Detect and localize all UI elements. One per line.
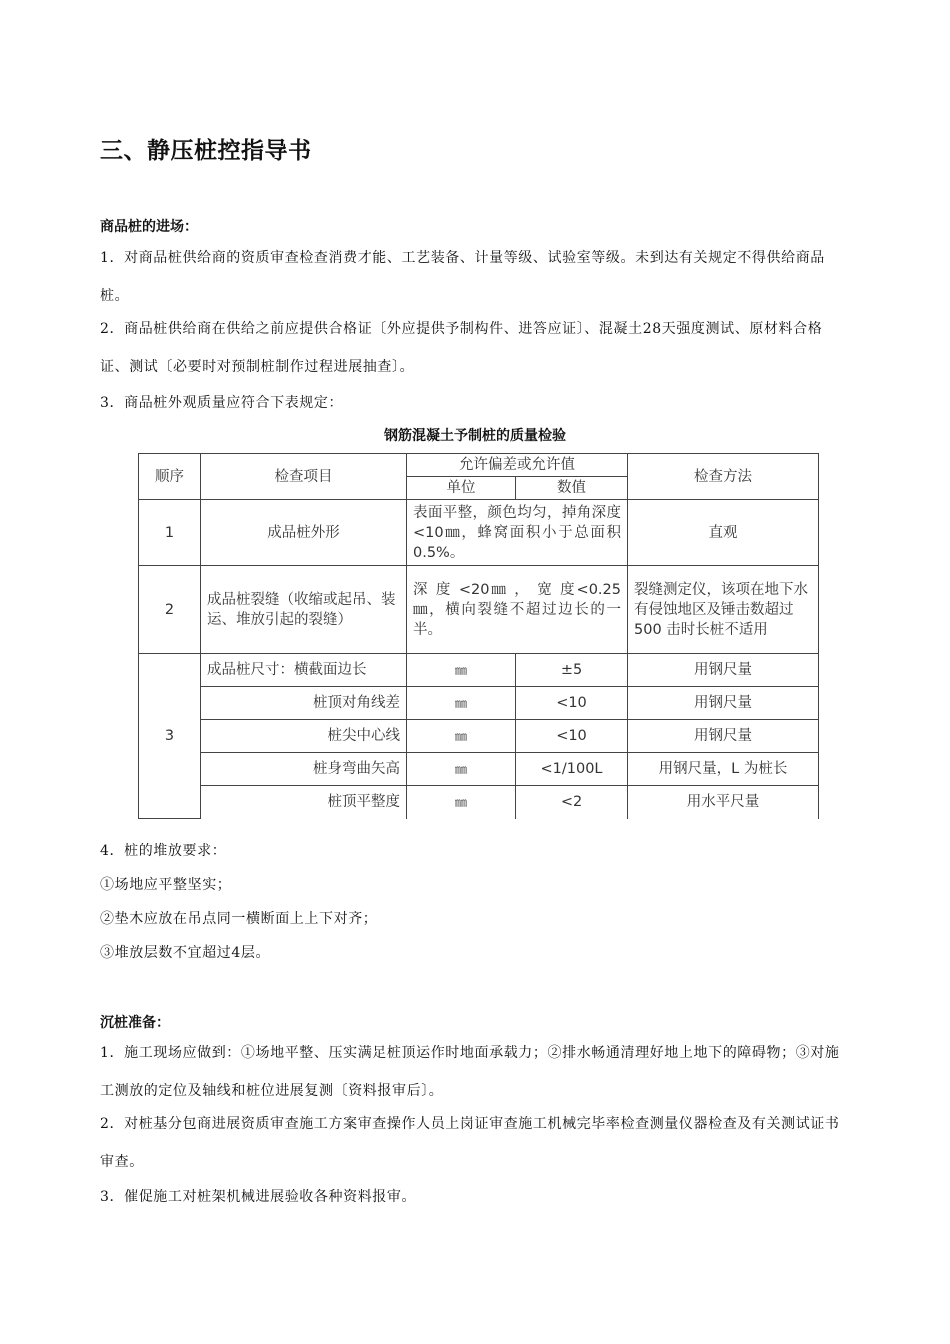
row-item: 成品桩裂缝（收缩或起吊、装运、堆放引起的裂缝） [201,566,407,654]
row-method: 用水平尺量 [628,786,819,819]
stacking-item: ③堆放层数不宜超过4层。 [100,945,271,961]
table-header-row [139,454,819,477]
row-unit: ㎜ [407,720,516,753]
table-row [139,786,819,819]
header-method: 检查方法 [628,454,819,500]
row-item: 桩身弯曲矢高 [201,753,407,786]
row-item: 桩顶对角线差 [201,687,407,720]
row-value: 深 度 <20㎜ ， 宽 度<0.25㎜，横向裂缝不超过边长的一半。 [407,566,628,654]
header-item: 检查项目 [201,454,407,500]
paragraph-item-2: 2．商品桩供给商在供给之前应提供合格证〔外应提供予制构件、进答应证〕、混凝土28天强度测试、原材料合格证、测试〔必要时对预制桩制作过程进展抽查〕。 [100,321,823,375]
row-value: <2 [516,786,628,819]
row-unit: ㎜ [407,654,516,687]
table-row [139,720,819,753]
section-heading-pile-prep: 沉桩准备： [100,1015,170,1031]
row-value: <1/100L [516,753,628,786]
row-order: 3 [139,654,201,819]
table-row [139,500,819,566]
row-unit: ㎜ [407,786,516,819]
row-item: 成品桩外形 [201,500,407,566]
row-value: 表面平整，颜色均匀，掉角深度<10㎜，蜂窝面积小于总面积 0.5%。 [407,500,628,566]
document-title: 三、静压桩控指导书 [100,138,312,164]
row-unit: ㎜ [407,753,516,786]
row-method: 用钢尺量 [628,720,819,753]
row-item: 桩顶平整度 [201,786,407,819]
row-value: ±5 [516,654,628,687]
header-allowance: 允许偏差或允许值 [407,454,628,477]
stacking-item: ①场地应平整坚实； [100,877,232,893]
header-order: 顺序 [139,454,201,500]
row-method: 用钢尺量 [628,654,819,687]
stacking-item: ②垫木应放在吊点同一横断面上上下对齐； [100,911,378,927]
paragraph-item-3: 3．商品桩外观质量应符合下表规定： [100,395,344,411]
section-heading-pile-entry: 商品桩的进场： [100,219,198,235]
stacking-intro: 4．桩的堆放要求： [100,843,227,859]
row-value: <10 [516,687,628,720]
row-order: 1 [139,500,201,566]
row-method: 用钢尺量，L 为桩长 [628,753,819,786]
table-row [139,687,819,720]
row-item: 桩尖中心线 [201,720,407,753]
row-item: 成品桩尺寸：横截面边长 [201,654,407,687]
table-row [139,654,819,687]
table-row [139,753,819,786]
row-method: 裂缝测定仪，该项在地下水有侵蚀地区及锤击数超过 500 击时长桩不适用 [628,566,819,654]
table-row [139,566,819,654]
paragraph-item-2: 2．对桩基分包商进展资质审查施工方案审查操作人员上岗证审查施工机械完毕率检查测量仪器检查及有关测试证书审查。 [100,1116,840,1170]
table-caption: 钢筋混凝土予制桩的质量检验 [384,428,566,444]
row-unit: ㎜ [407,687,516,720]
header-unit: 单位 [407,477,516,500]
row-value: <10 [516,720,628,753]
row-order: 2 [139,566,201,654]
row-method: 直观 [628,500,819,566]
paragraph-item-3: 3．催促施工对桩架机械进展验收各种资料报审。 [100,1189,417,1205]
row-method: 用钢尺量 [628,687,819,720]
paragraph-item-1: 1．施工现场应做到：①场地平整、压实满足桩顶运作时地面承载力；②排水畅通清理好地上地下的障碍物；③对施工测放的定位及轴线和桩位进展复测〔资料报审后〕。 [100,1045,840,1099]
paragraph-item-1: 1．对商品桩供给商的资质审查检查消费才能、工艺装备、计量等级、试验室等级。未到达有关规定不得供给商品桩。 [100,250,825,304]
header-value: 数值 [516,477,628,500]
quality-inspection-table [138,453,819,819]
